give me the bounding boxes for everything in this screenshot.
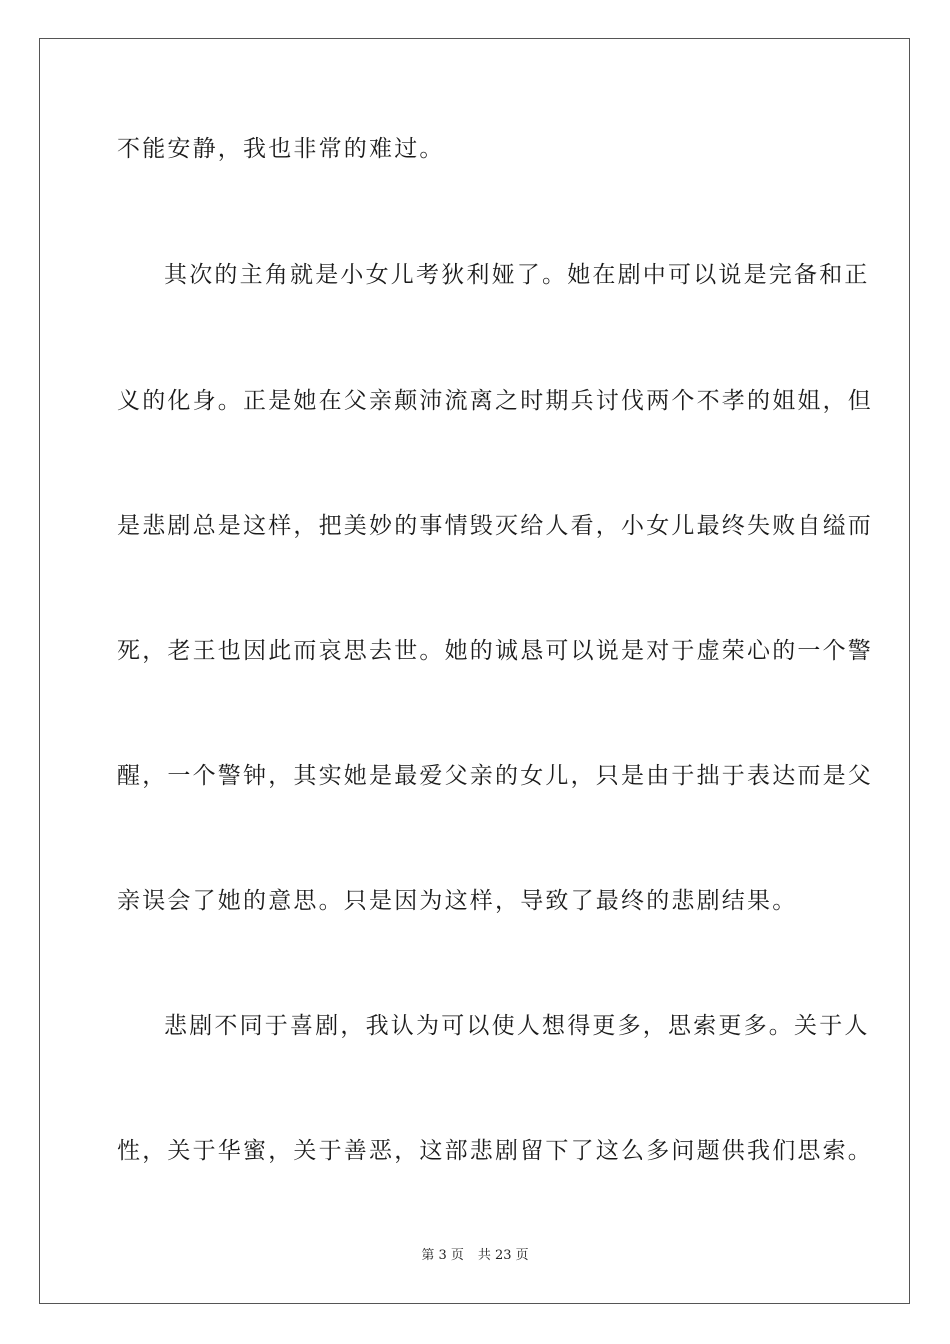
total-page-count: 共 23 页 <box>477 1248 529 1263</box>
paragraph-line: 义的化身。正是她在父亲颠沛流离之时期兵讨伐两个不孝的姐姐，但 <box>117 388 873 414</box>
paragraph-line: 是悲剧总是这样，把美妙的事情毁灭给人看，小女儿最终失败自缢而 <box>117 513 873 539</box>
paragraph-line: 悲剧不同于喜剧，我认为可以使人想得更多，思索更多。关于人 <box>164 1013 870 1039</box>
paragraph-line: 不能安静，我也非常的难过。 <box>117 136 445 162</box>
current-page-number: 第 3 页 <box>421 1248 464 1263</box>
paragraph-line: 醒，一个警钟，其实她是最爱父亲的女儿，只是由于拙于表达而是父 <box>117 763 873 789</box>
paragraph-line: 性，关于华蜜，关于善恶，这部悲剧留下了这么多问题供我们思索。 <box>117 1138 873 1164</box>
page-footer <box>0 1247 950 1265</box>
paragraph-line: 死，老王也因此而哀思去世。她的诚恳可以说是对于虚荣心的一个警 <box>117 638 873 664</box>
paragraph-line: 亲误会了她的意思。只是因为这样，导致了最终的悲剧结果。 <box>117 888 798 914</box>
page-border <box>39 38 910 1304</box>
paragraph-line: 其次的主角就是小女儿考狄利娅了。她在剧中可以说是完备和正 <box>164 262 870 288</box>
